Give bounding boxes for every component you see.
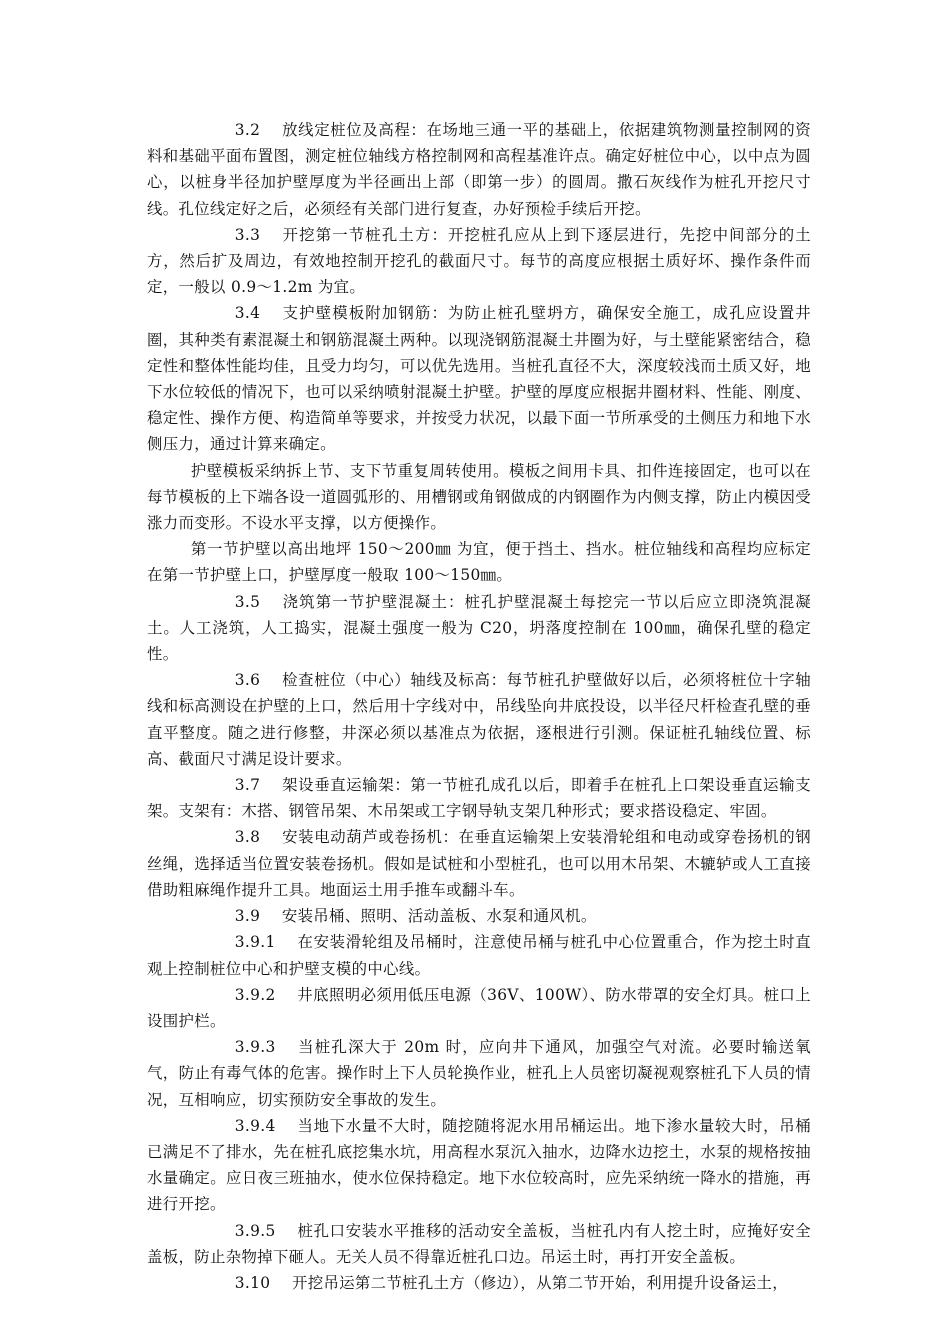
paragraph-3-5 <box>147 589 811 668</box>
paragraph-text: 第一节护壁以高出地坪 150～200㎜ 为宜，便于挡土、挡水。桩位轴线和高程均应标定在第一节护壁上口，护壁厚度一般取 100～150㎜。 <box>147 540 811 585</box>
section-number: 3.5 <box>234 592 261 611</box>
paragraph-3-3 <box>147 222 811 301</box>
paragraph-text: 在安装滑轮组及吊桶时，注意使吊桶与桩孔中心位置重合，作为挖土时直观上控制桩位中心和护壁支模的中心线。 <box>147 933 811 978</box>
paragraph-text: 桩孔口安装水平推移的活动安全盖板，当桩孔内有人挖土时，应掩好安全盖板，防止杂物掉下砸人。无关人员不得靠近桩孔口边。吊运土时，再打开安全盖板。 <box>147 1221 811 1266</box>
paragraph-text: 开挖吊运第二节桩孔土方（修边），从第二节开始，利用提升设备运土， <box>291 1273 788 1292</box>
section-number: 3.9.1 <box>234 933 276 952</box>
paragraph-3-9-1 <box>147 929 811 981</box>
section-number: 3.4 <box>234 304 261 323</box>
section-number: 3.9.5 <box>234 1221 276 1240</box>
paragraph-text: 当桩孔深大于 20m 时，应向井下通风，加强空气对流。必要时输送氧气，防止有毒气体的危害。操作时上下人员轮换作业，桩孔上人员密切凝视观察桩孔下人员的情况，互相响应，切实预防安全事故的发生。 <box>147 1038 811 1109</box>
paragraph-3-9 <box>147 903 811 929</box>
paragraph-3-4 <box>147 300 811 457</box>
paragraph-first-section <box>147 536 811 588</box>
paragraph-text: 架设垂直运输架：第一节桩孔成孔以后，即着手在桩孔上口架设垂直运输支架。支架有：木搭、钢管吊架、木吊架或工字钢导轨支架几种形式；要求搭设稳定、牢固。 <box>147 776 811 821</box>
paragraph-formwork <box>147 458 811 537</box>
paragraph-text: 支护壁模板附加钢筋：为防止桩孔壁坍方，确保安全施工，成孔应设置井圈，其种类有素混凝土和钢筋混凝土两种。以现浇钢筋混凝土井圈为好，与土壁能紧密结合，稳定性和整体性能均佳，且受力均匀，可以优先选用。当桩孔直径不大，深度较浅而土质又好，地下水位较低的情况下，也可以采纳喷射混凝土护壁。护壁的厚度应根据井圈材料、性能、刚度、稳定性、操作方便、构造简单等要求，并按受力状况，以最下面一节所承受的土侧压力和地下水侧压力，通过计算来确定。 <box>147 304 811 454</box>
paragraph-text: 放线定桩位及高程：在场地三通一平的基础上，依据建筑物测量控制网的资料和基础平面布置图，测定桩位轴线方格控制网和高程基准许点。确定好桩位中心，以中点为圆心，以桩身半径加护壁厚度为半径画出上部（即第一步）的圆周。撒石灰线作为桩孔开挖尺寸线。孔位线定好之后，必须经有关部门进行复查，办好预检手续后开挖。 <box>147 121 811 218</box>
section-number: 3.2 <box>234 121 261 139</box>
paragraph-text: 检查桩位（中心）轴线及标高：每节桩孔护壁做好以后，必须将桩位十字轴线和标高测设在护壁的上口，然后用十字线对中，吊线坠向井底投设，以半径尺杆检查孔壁的垂直平整度。随之进行修整，井深必须以基准点为依据，逐根进行引测。保证桩孔轴线位置、标高、截面尺寸满足设计要求。 <box>147 671 811 768</box>
section-number: 3.9.4 <box>234 1116 276 1135</box>
paragraph-3-10 <box>147 1270 811 1296</box>
section-number: 3.6 <box>234 671 261 690</box>
paragraph-3-9-3 <box>147 1034 811 1113</box>
section-number: 3.9 <box>234 907 261 926</box>
paragraph-3-9-4 <box>147 1113 811 1218</box>
paragraph-text: 开挖第一节桩孔土方：开挖桩孔应从上到下逐层进行，先挖中间部分的土方，然后扩及周边，有效地控制开挖孔的截面尺寸。每节的高度应根据土质好坏、操作条件而定，一般以 0.9～1.2m 为宜。 <box>147 225 811 297</box>
section-number: 3.7 <box>234 776 261 795</box>
paragraph-text: 井底照明必须用低压电源（36V、100W）、防水带罩的安全灯具。桩口上设围护栏。 <box>147 985 811 1030</box>
paragraph-3-9-5 <box>147 1218 811 1270</box>
section-number: 3.8 <box>234 828 261 847</box>
paragraph-text: 浇筑第一节护壁混凝土：桩孔护壁混凝土每挖完一节以后应立即浇筑混凝土。人工浇筑，人工捣实，混凝土强度一般为 C20，坍落度控制在 100㎜，确保孔壁的稳定性。 <box>147 592 811 664</box>
paragraph-3-6 <box>147 667 811 772</box>
paragraph-text: 当地下水量不大时，随挖随将泥水用吊桶运出。地下渗水量较大时，吊桶已满足不了排水，先在桩孔底挖集水坑，用高程水泵沉入抽水，边降水边挖土，水泵的规格按抽水量确定。应日夜三班抽水，使水位保持稳定。地下水位较高时，应先采纳统一降水的措施，再进行开挖。 <box>147 1116 811 1214</box>
paragraph-3-9-2 <box>147 982 811 1034</box>
paragraph-3-7 <box>147 772 811 824</box>
paragraph-text: 护壁模板采纳拆上节、支下节重复周转使用。模板之间用卡具、扣件连接固定，也可以在每节模板的上下端各设一道圆弧形的、用槽钢或角钢做成的内钢圈作为内侧支撑，防止内模因受涨力而变形。不设水平支撑，以方便操作。 <box>147 461 811 533</box>
section-number: 3.3 <box>234 225 261 244</box>
document-body <box>147 117 811 1296</box>
paragraph-text: 安装电动葫芦或卷扬机：在垂直运输架上安装滑轮组和电动或穿卷扬机的钢丝绳，选择适当位置安装卷扬机。假如是试桩和小型桩孔，也可以用木吊架、木辘轳或人工直接借助粗麻绳作提升工具。地面运土用手推车或翻斗车。 <box>147 828 811 899</box>
paragraph-3-2 <box>147 117 811 222</box>
section-number: 3.10 <box>234 1273 271 1292</box>
paragraph-3-8 <box>147 824 811 903</box>
section-number: 3.9.2 <box>234 985 276 1004</box>
section-number: 3.9.3 <box>234 1038 276 1057</box>
paragraph-text: 安装吊桶、照明、活动盖板、水泵和通风机。 <box>281 907 597 926</box>
